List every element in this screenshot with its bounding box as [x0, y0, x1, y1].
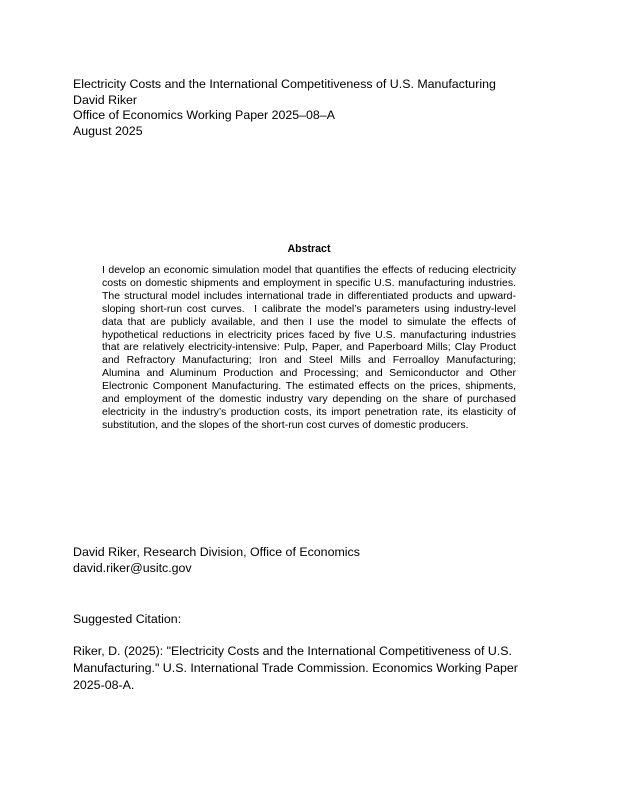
paper-title: Electricity Costs and the International Competitiveness of U.S. Manufacturing	[73, 77, 496, 91]
publication-date: August 2025	[73, 123, 143, 138]
working-paper-series: Office of Economics Working Paper 2025–08–A	[73, 108, 335, 123]
citation-text: Riker, D. (2025): "Electricity Costs and the International Competitiveness of U.S. Manufacturing." U.S. International Trade Commission. Economics Working Paper 2025-08-A.	[73, 644, 518, 693]
citation-heading: Suggested Citation:	[73, 612, 182, 626]
author-name: David Riker	[73, 92, 138, 107]
abstract-body: I develop an economic simulation model that quantifies the effects of reducing electricity costs on domestic shipments and employment in specific U.S. manufacturing industries. The structural model includes international trade in differentiated products and upward-sloping short-run cost curves. I calibrate the model’s parameters using industry-level data that are publicly available, and then I use the model to simulate the effects of hypothetical reductions in electricity prices faced by five U.S. manufacturing industries that are relatively electricity-intensive: Pulp, Paper, and Paperboard Mills; Clay Product and Refractory Manufacturing; Iron and Steel Mills and Ferroalloy Manufacturing; Alumina and Aluminum Production and Processing; and Semiconductor and Other Electronic Component Manufacturing. The estimated effects on the prices, shipments, and employment of the domestic industry vary depending on the share of purchased electricity in the industry’s production costs, its import penetration rate, its elasticity of substitution, and the slopes of the short-run cost curves of domestic producers.	[102, 264, 516, 431]
contact-block	[73, 545, 360, 576]
author-affiliation: David Riker, Research Division, Office of Economics	[73, 545, 360, 559]
author-email: david.riker@usitc.gov	[73, 560, 192, 575]
abstract-heading: Abstract	[287, 243, 331, 255]
title-block	[73, 77, 553, 139]
